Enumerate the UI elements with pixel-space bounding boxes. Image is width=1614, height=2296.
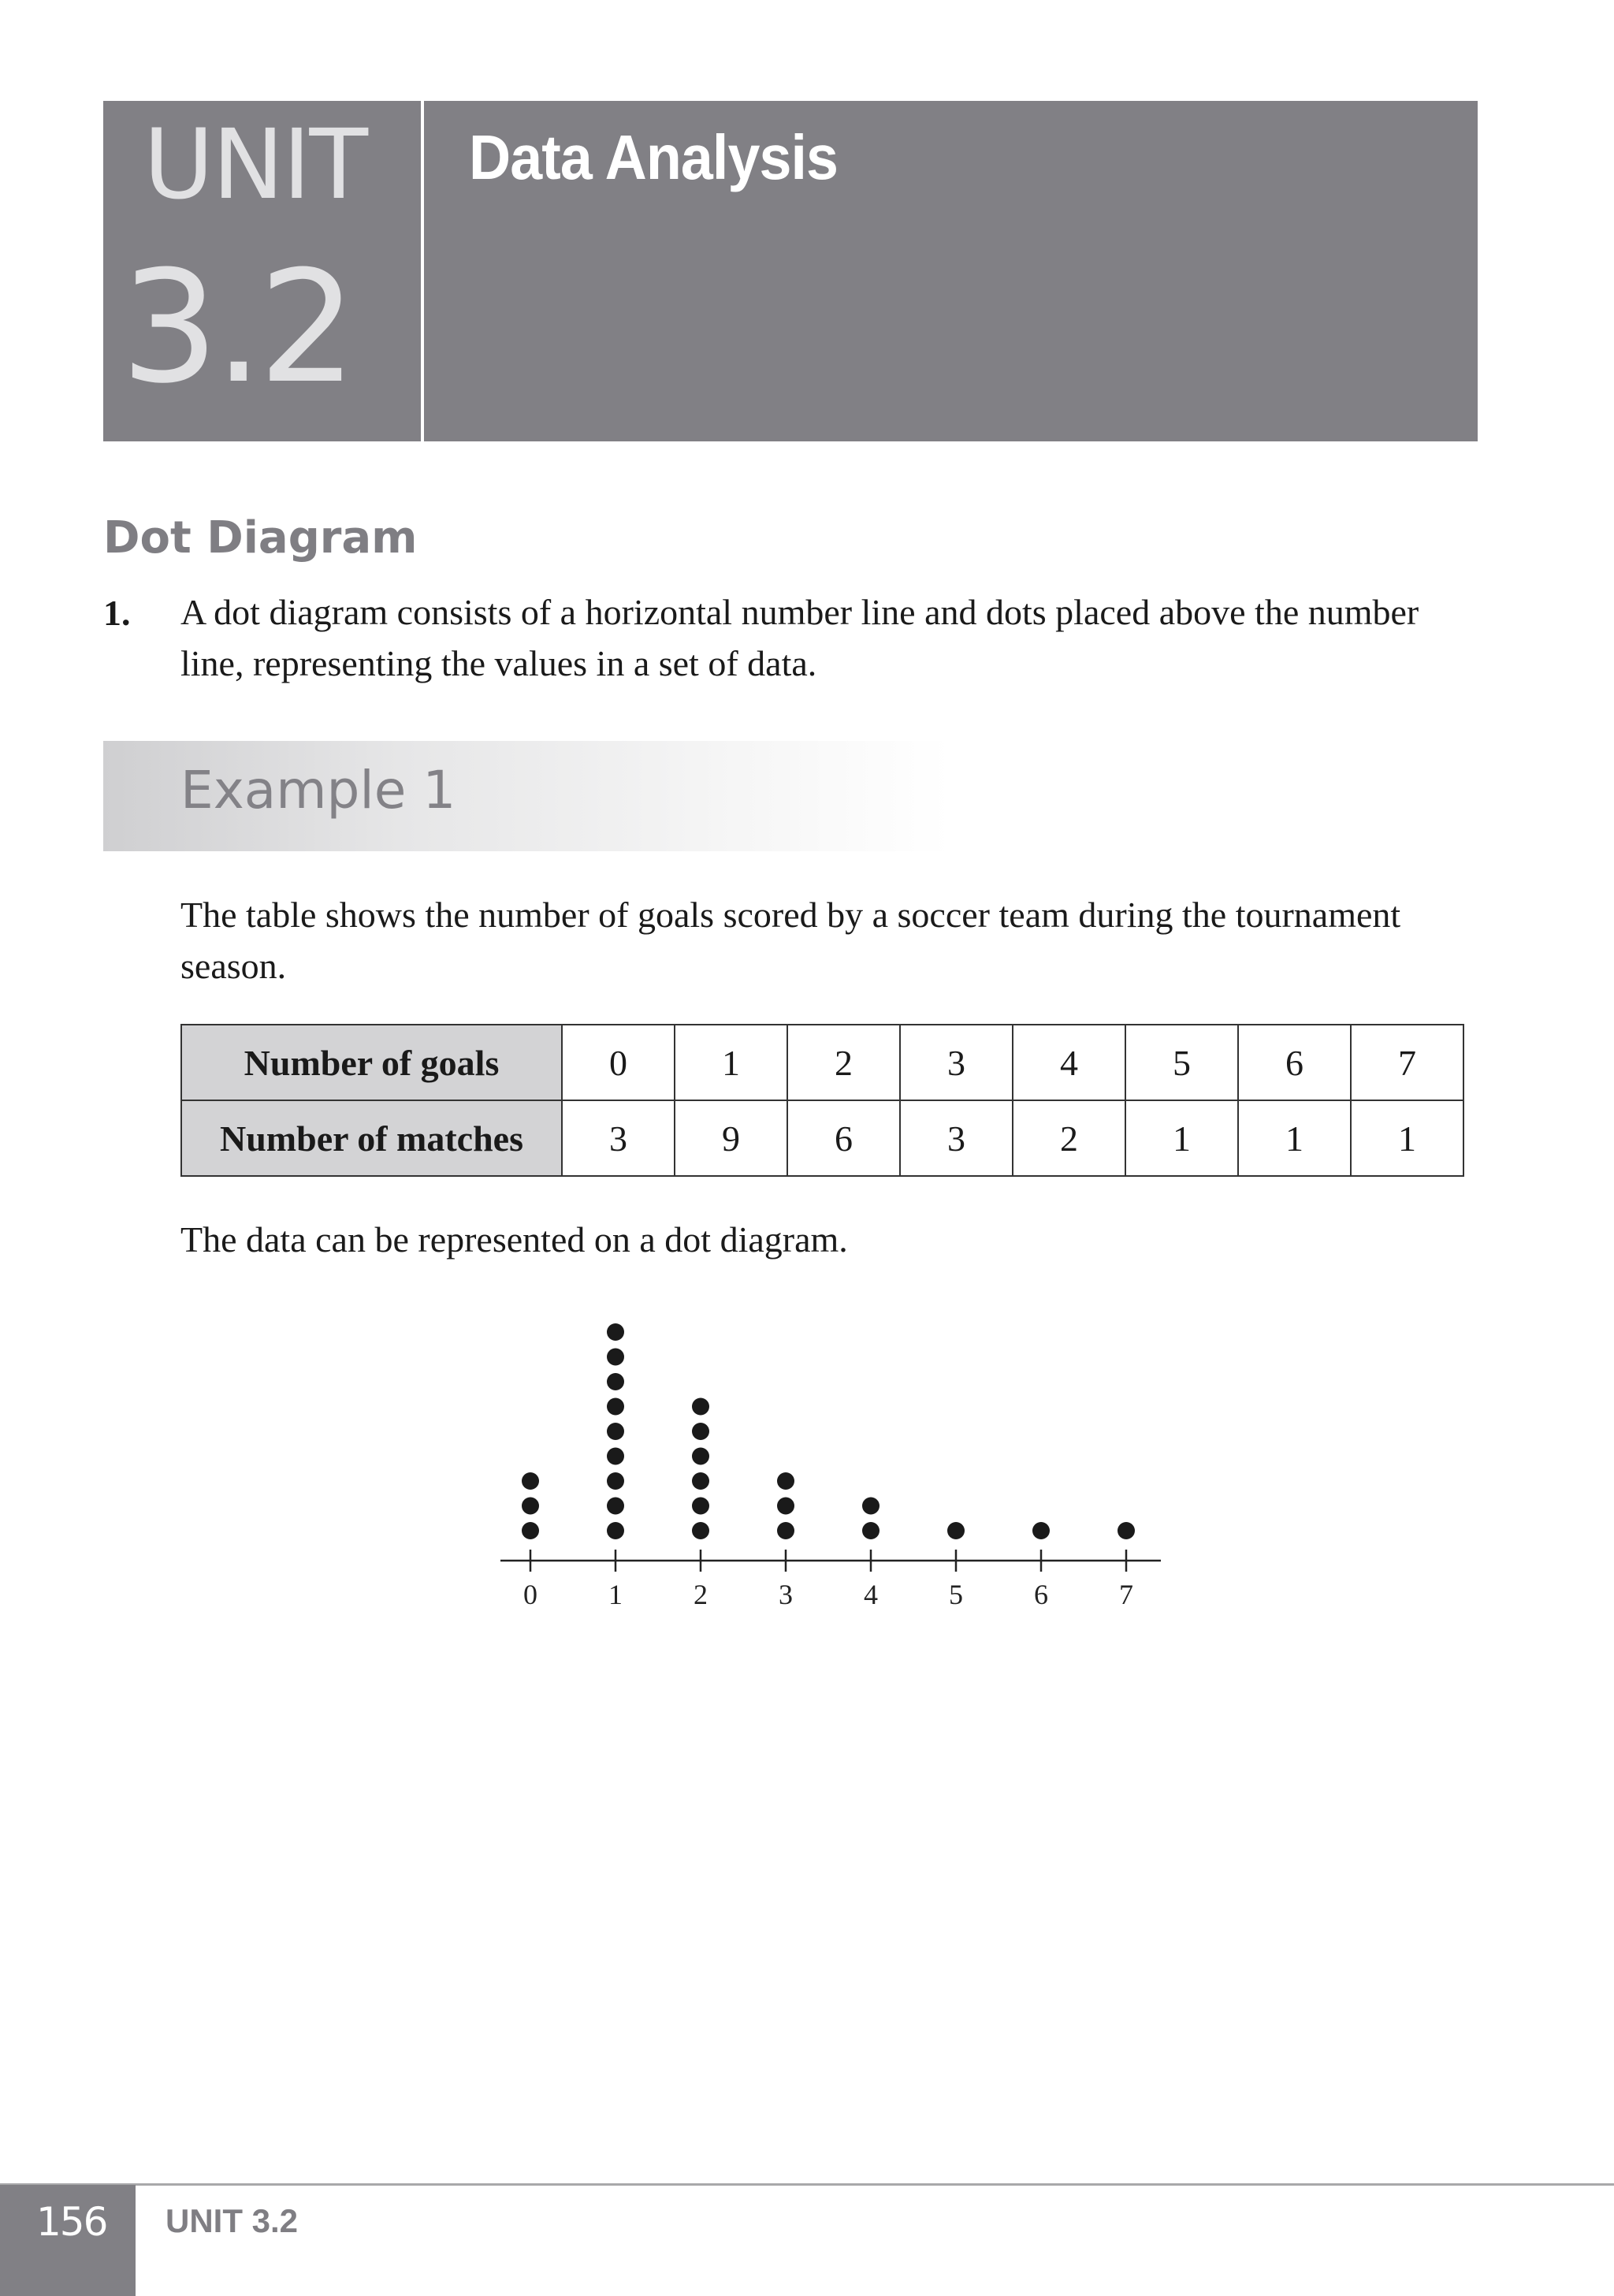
tick-label: 1: [608, 1579, 623, 1610]
dot-diagram: [473, 1308, 1182, 1624]
data-dot: [607, 1349, 624, 1366]
data-dot: [607, 1498, 624, 1515]
table-cell: 2: [1013, 1100, 1125, 1176]
data-dot: [692, 1522, 709, 1539]
table-cell: 0: [562, 1025, 675, 1100]
unit-word: UNIT: [143, 109, 367, 221]
tick-label: 5: [949, 1579, 963, 1610]
data-dot: [522, 1472, 539, 1490]
data-dot: [862, 1498, 880, 1515]
row-header-goals: Number of goals: [181, 1025, 562, 1100]
table-cell: 6: [787, 1100, 900, 1176]
row-header-matches: Number of matches: [181, 1100, 562, 1176]
table-cell: 1: [675, 1025, 787, 1100]
data-dot: [692, 1398, 709, 1416]
data-dot: [1032, 1522, 1050, 1539]
tick-label: 4: [864, 1579, 878, 1610]
data-dot: [607, 1398, 624, 1416]
data-dot: [947, 1522, 965, 1539]
data-dot: [607, 1423, 624, 1440]
table-cell: 3: [562, 1100, 675, 1176]
data-dot: [692, 1448, 709, 1465]
data-dot: [607, 1323, 624, 1341]
point-number: 1.: [103, 593, 131, 633]
page-number: 156: [36, 2199, 107, 2245]
point-text: A dot diagram consists of a horizontal number line and dots placed above the number line, representing the values in a set of data.: [180, 592, 1419, 683]
data-dot: [522, 1522, 539, 1539]
tick-label: 3: [779, 1579, 793, 1610]
example-intro: The table shows the number of goals scored by a soccer team during the tournament season.: [180, 895, 1401, 986]
table-cell: 4: [1013, 1025, 1125, 1100]
data-dot: [1118, 1522, 1135, 1539]
example-title: Example 1: [180, 760, 456, 821]
data-dot: [692, 1472, 709, 1490]
tick-label: 0: [523, 1579, 537, 1610]
tick-label: 7: [1119, 1579, 1133, 1610]
unit-header-band: [103, 101, 1478, 441]
data-dot: [862, 1522, 880, 1539]
data-dot: [522, 1498, 539, 1515]
table-cell: 9: [675, 1100, 787, 1176]
unit-number: 3.2: [121, 238, 352, 418]
tick-label: 2: [694, 1579, 708, 1610]
table-cell: 1: [1238, 1100, 1351, 1176]
tick-label: 6: [1034, 1579, 1048, 1610]
data-dot: [607, 1448, 624, 1465]
unit-title: Data Analysis: [469, 122, 839, 192]
data-dot: [607, 1472, 624, 1490]
table-cell: 3: [900, 1025, 1013, 1100]
section-heading: Dot Diagram: [103, 512, 418, 564]
table-cell: 7: [1351, 1025, 1463, 1100]
table-cell: 2: [787, 1025, 900, 1100]
example-banner: [103, 741, 950, 851]
data-dot: [777, 1522, 794, 1539]
data-dot: [777, 1472, 794, 1490]
header-divider: [421, 101, 424, 441]
data-dot: [607, 1373, 624, 1390]
table-cell: 1: [1351, 1100, 1463, 1176]
data-dot: [692, 1423, 709, 1440]
footer-unit-label: UNIT 3.2: [165, 2202, 299, 2239]
table-row-goals: [181, 1025, 1463, 1100]
diagram-caption: The data can be represented on a dot diagram.: [180, 1219, 848, 1260]
footer-rule: [0, 2183, 1614, 2186]
data-dot: [692, 1498, 709, 1515]
goals-table: [180, 1024, 1464, 1177]
table-cell: 3: [900, 1100, 1013, 1176]
data-dot: [607, 1522, 624, 1539]
table-cell: 1: [1125, 1100, 1238, 1176]
table-cell: 5: [1125, 1025, 1238, 1100]
data-dot: [777, 1498, 794, 1515]
table-row-matches: [181, 1100, 1463, 1176]
table-cell: 6: [1238, 1025, 1351, 1100]
